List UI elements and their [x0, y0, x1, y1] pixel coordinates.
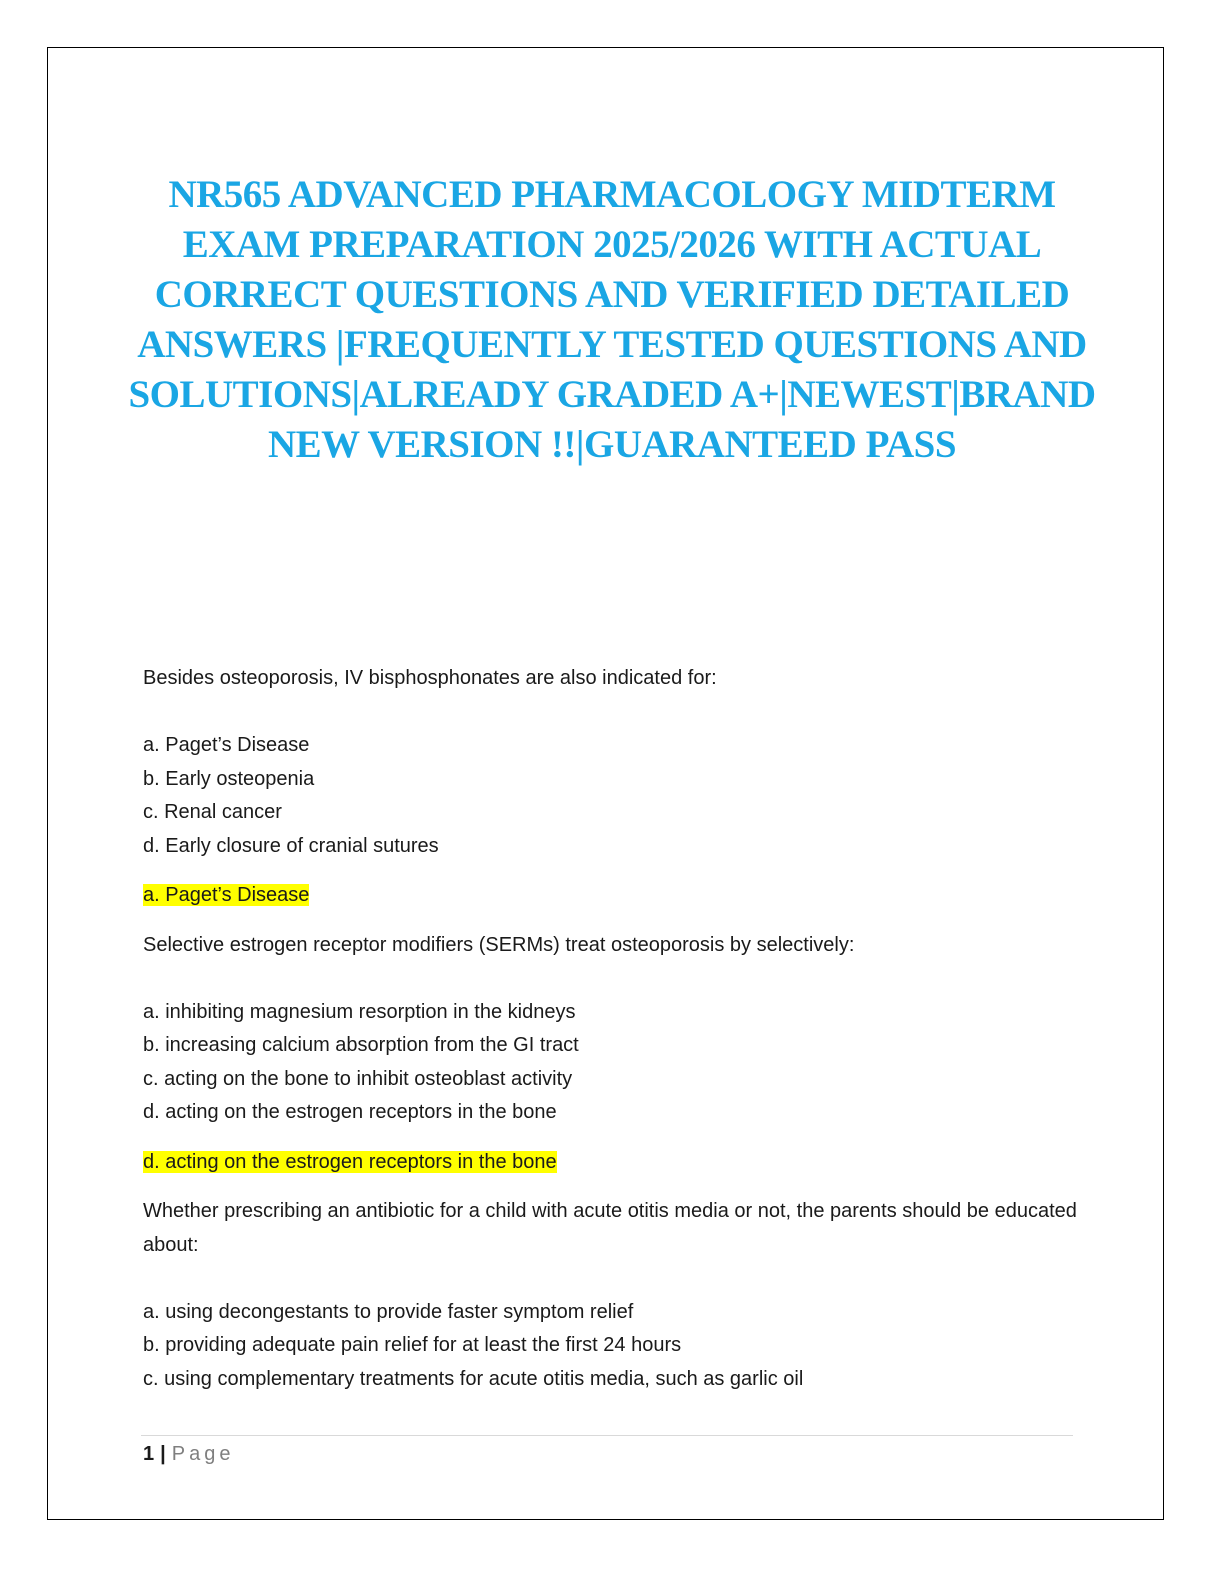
option-item: b. increasing calcium absorption from the GI tract	[143, 1034, 579, 1056]
option-list	[143, 1296, 1083, 1397]
option-list	[143, 996, 1083, 1130]
footer-separator: |	[160, 1443, 166, 1465]
page-label: Page	[171, 1443, 235, 1465]
option-item: b. Early osteopenia	[143, 767, 315, 790]
option-item: a. using decongestants to provide faster symptom relief	[143, 1300, 634, 1323]
footer-divider	[141, 1435, 1073, 1436]
option-list	[143, 729, 1083, 863]
page-number: 1	[143, 1443, 155, 1465]
highlighted-answer: d. acting on the estrogen receptors in the bone	[143, 1150, 557, 1173]
option-item: a. inhibiting magnesium resorption in the kidneys	[143, 1000, 576, 1023]
option-item: a. Paget’s Disease	[143, 734, 310, 756]
option-item: d. Early closure of cranial sutures	[143, 834, 439, 857]
answer-line	[143, 879, 1083, 913]
option-item: c. Renal cancer	[143, 801, 282, 823]
option-item: c. acting on the bone to inhibit osteoblast activity	[143, 1067, 573, 1090]
question-text: Selective estrogen receptor modifiers (SERMs) treat osteoporosis by selectively:	[143, 933, 855, 956]
page-footer	[143, 1440, 234, 1468]
question-text: Whether prescribing an antibiotic for a child with acute otitis media or not, the parents should be educated about:	[143, 1200, 1077, 1256]
option-item: d. acting on the estrogen receptors in the bone	[143, 1101, 557, 1123]
answer-line	[143, 1146, 1083, 1180]
highlighted-answer: a. Paget’s Disease	[143, 884, 310, 906]
question-content	[143, 662, 1083, 1396]
option-item: c. using complementary treatments for acute otitis media, such as garlic oil	[143, 1367, 804, 1390]
option-item: b. providing adequate pain relief for at least the first 24 hours	[143, 1334, 682, 1356]
document-title: NR565 ADVANCED PHARMACOLOGY MIDTERM EXAM PREPARATION 2025/2026 WITH ACTUAL CORRECT QUESTIONS AND VERIFIED DETAILED ANSWERS |FREQUENTLY TESTED QUESTIONS AND SOLUTIONS|ALREADY GRADED A+|NEWEST|BRAND NEW VERSION !!|GUARANTEED PASS	[128, 173, 1096, 466]
question-text: Besides osteoporosis, IV bisphosphonates are also indicated for:	[143, 667, 717, 689]
